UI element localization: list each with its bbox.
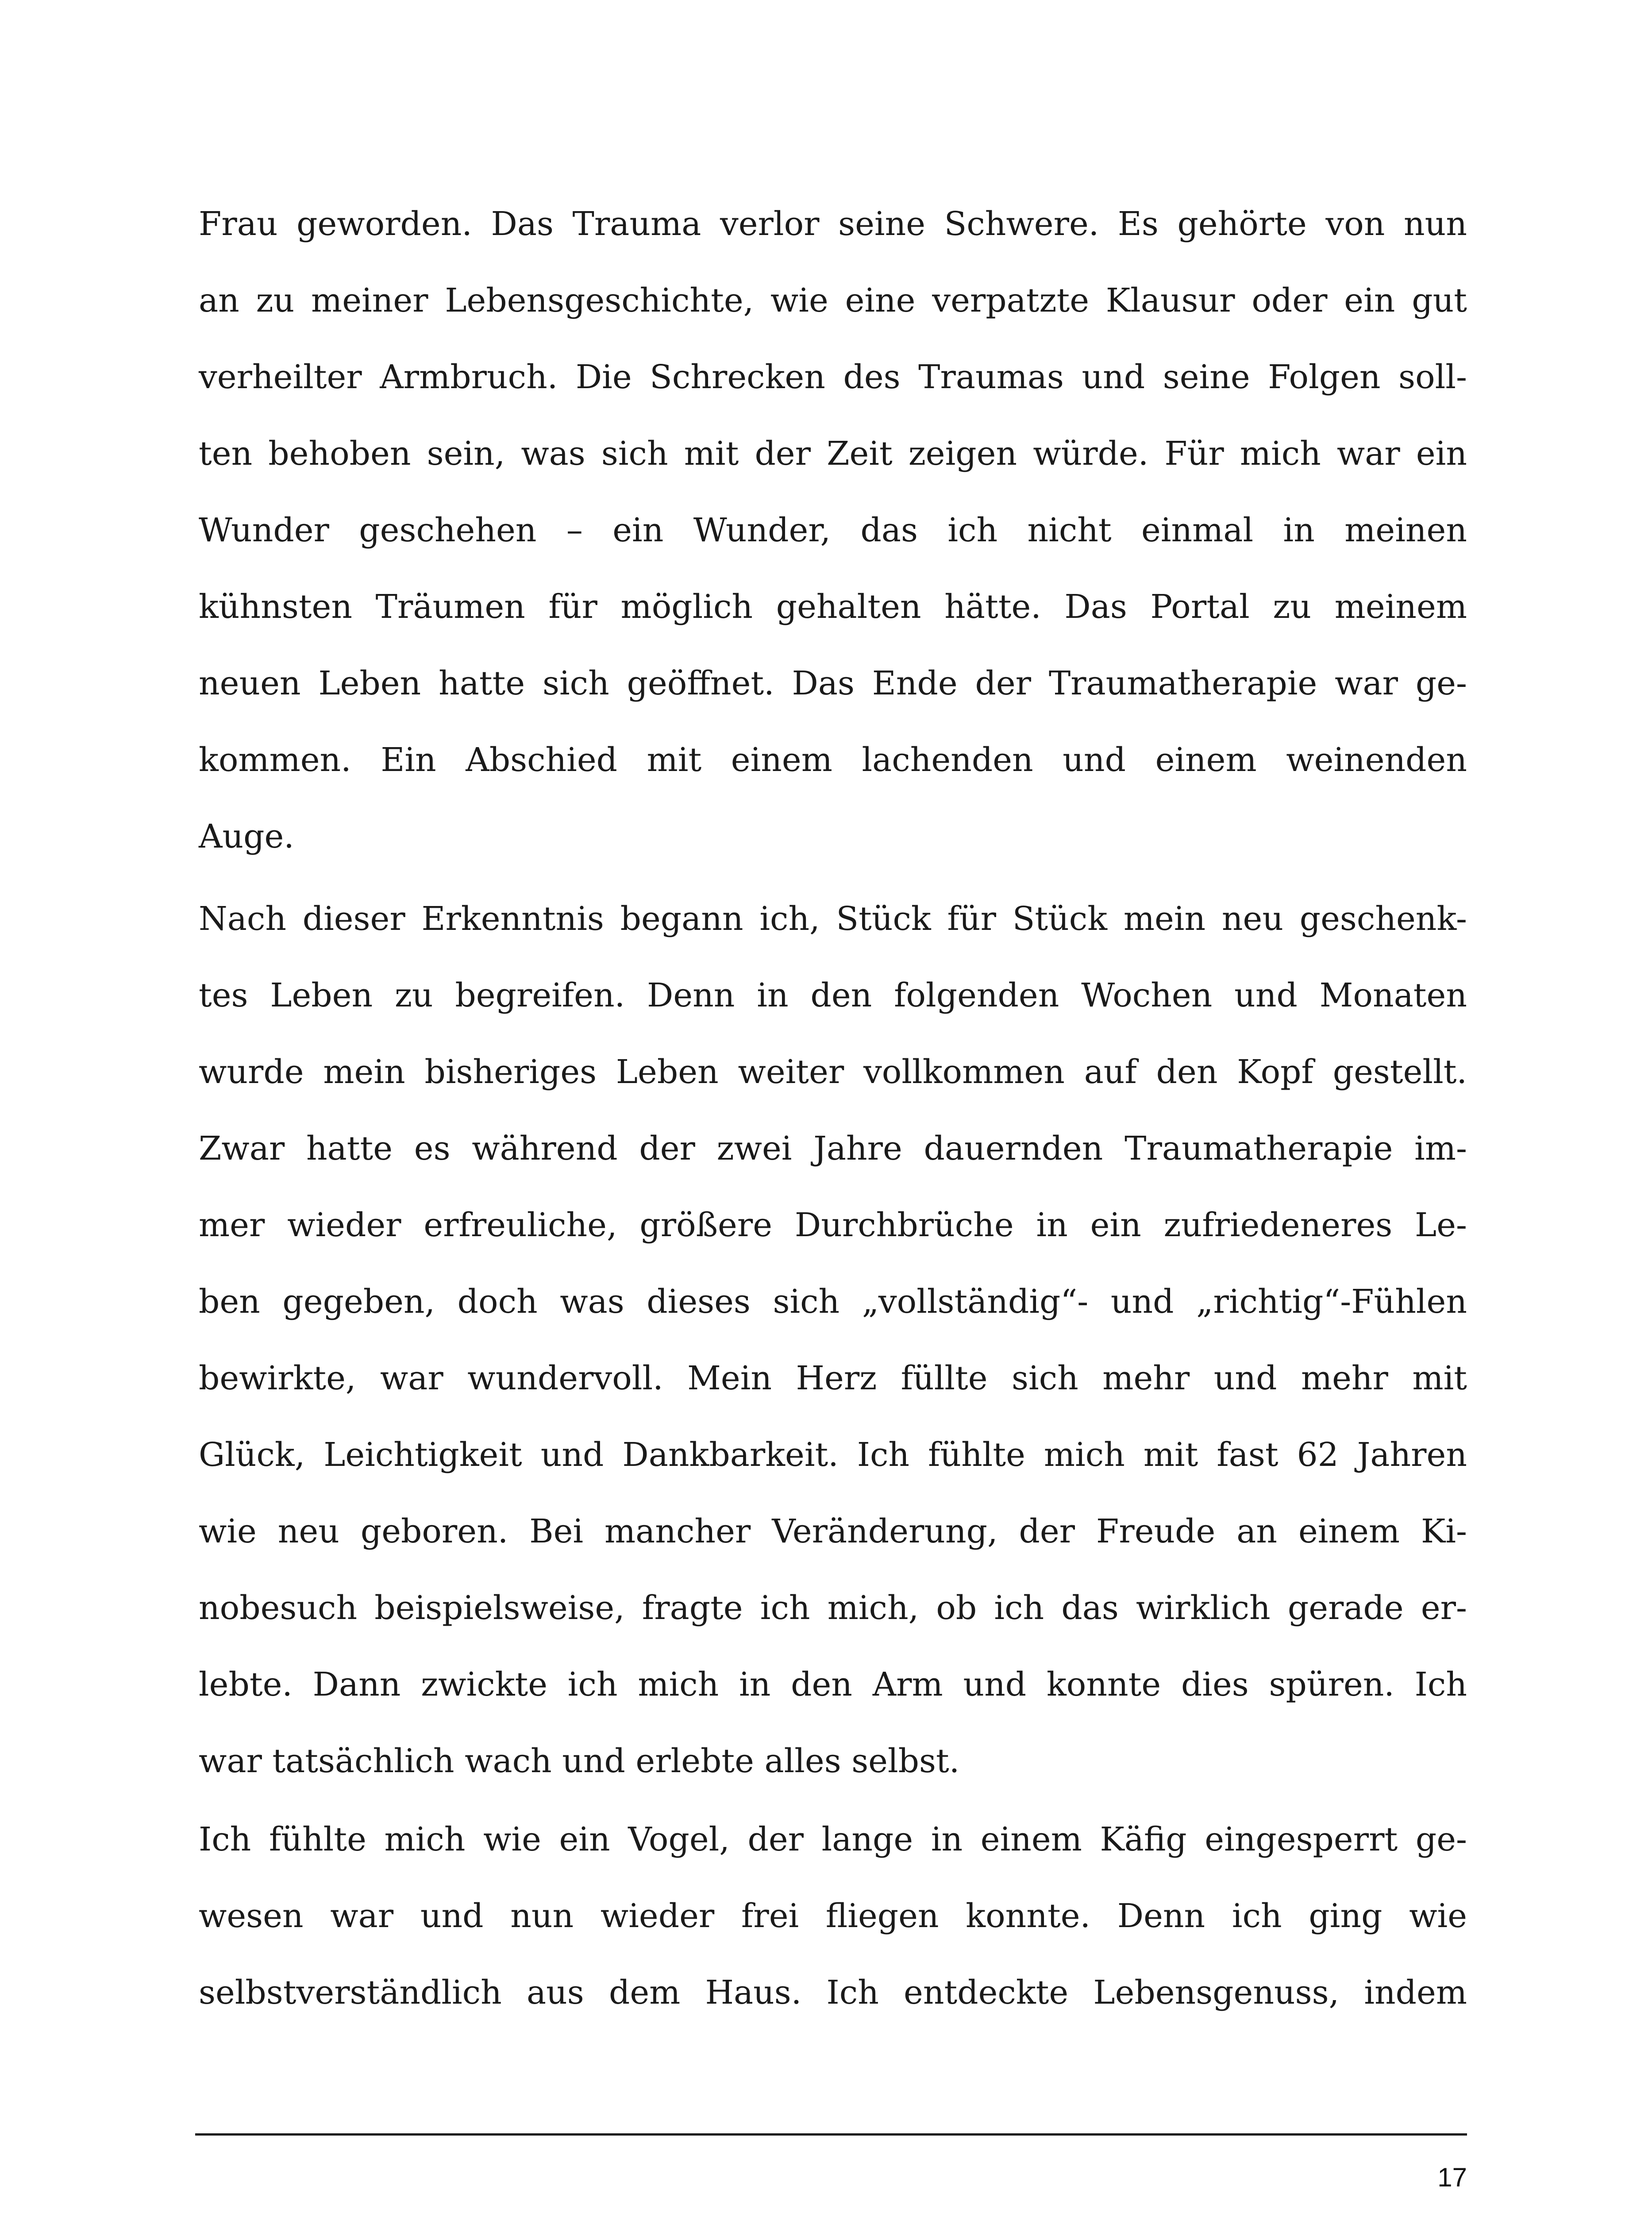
text-line: lebte. Dann zwickte ich mich in den Arm und konnte dies spüren. Ich [199,1666,1467,1704]
text-line: war tatsächlich wach und erlebte alles selbst. [199,1742,960,1780]
text-line: Zwar hatte es während der zwei Jahre dauernden Traumatherapie im- [199,1130,1467,1168]
text-line: Auge. [199,817,294,856]
text-line: Wunder geschehen – ein Wunder, das ich nicht einmal in meinen [199,511,1467,549]
text-line: Frau geworden. Das Trauma verlor seine Schwere. Es gehörte von nun [199,205,1467,243]
text-line: mer wieder erfreuliche, größere Durchbrüche in ein zufriedeneres Le- [199,1206,1467,1244]
text-line: Ich fühlte mich wie ein Vogel, der lange in einem Käfig eingesperrt ge- [199,1820,1467,1858]
text-line: nobesuch beispielsweise, fragte ich mich, ob ich das wirklich gerade er- [199,1589,1467,1627]
text-line: ten behoben sein, was sich mit der Zeit zeigen würde. Für mich war ein [199,435,1467,473]
paragraph-2 [199,881,1467,1800]
text-line: verheilter Armbruch. Die Schrecken des Traumas und seine Folgen soll- [199,358,1467,396]
page-number: 17 [1437,2163,1467,2192]
paragraph-3 [199,1801,1467,2031]
text-line: ben gegeben, doch was dieses sich „vollständig“- und „richtig“-Fühlen [199,1283,1467,1321]
footer-divider [195,2133,1467,2136]
text-line: kommen. Ein Abschied mit einem lachenden und einem weinenden [199,741,1467,779]
text-line: bewirkte, war wundervoll. Mein Herz füllte sich mehr und mehr mit [199,1359,1467,1397]
text-line: neuen Leben hatte sich geöffnet. Das Ende der Traumatherapie war ge- [199,664,1467,702]
text-line: kühnsten Träumen für möglich gehalten hätte. Das Portal zu meinem [199,588,1467,626]
text-line: wurde mein bisheriges Leben weiter vollkommen auf den Kopf gestellt. [199,1053,1467,1091]
text-line: selbstverständlich aus dem Haus. Ich entdeckte Lebensgenuss, indem [199,1974,1467,2012]
text-line: tes Leben zu begreifen. Denn in den folgenden Wochen und Monaten [199,976,1467,1014]
text-line: Glück, Leichtigkeit und Dankbarkeit. Ich fühlte mich mit fast 62 Jahren [199,1436,1467,1474]
text-line: an zu meiner Lebensgeschichte, wie eine verpatzte Klausur oder ein gut [199,281,1467,320]
text-line: Nach dieser Erkenntnis begann ich, Stück für Stück mein neu geschenk- [199,900,1467,938]
paragraph-1 [199,186,1467,875]
text-line: wie neu geboren. Bei mancher Veränderung, der Freude an einem Ki- [199,1512,1467,1550]
text-line: wesen war und nun wieder frei fliegen konnte. Denn ich ging wie [199,1897,1467,1935]
